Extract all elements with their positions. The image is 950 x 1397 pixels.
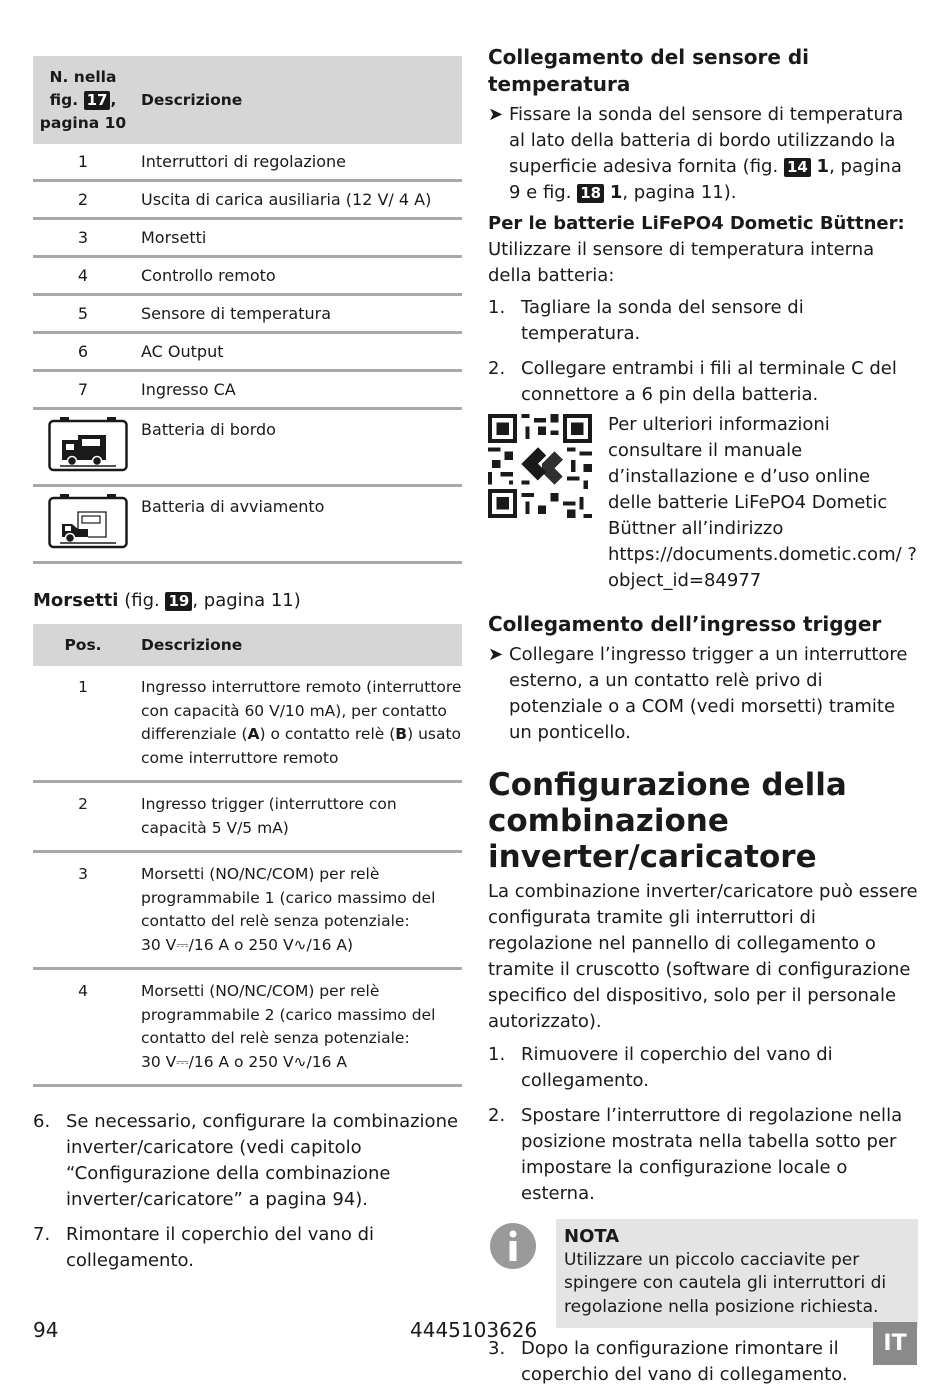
row-description	[133, 970, 462, 1084]
step-text: Tagliare la sonda del sensore di temperatura.	[521, 297, 804, 344]
note-text: Utilizzare un piccolo cacciavite per spingere con cautela gli interruttori di regolazione nella posizione richiesta.	[564, 1249, 887, 1317]
qr-code-icon[interactable]	[488, 414, 592, 518]
list-item	[488, 1103, 918, 1207]
header-description: Descrizione	[141, 91, 243, 109]
row-number: 4	[78, 982, 88, 1000]
arrow-bullet-icon: ➤	[488, 644, 504, 665]
row-number: 1	[77, 152, 89, 171]
row-description: Morsetti	[141, 228, 207, 247]
morsetti-title-post: , pagina 11)	[192, 590, 301, 611]
list-item	[33, 1222, 462, 1274]
text-part: Fissare la sonda del sensore di temperatura al lato della batteria di bordo utilizzando la superficie adesiva fornita (fig.	[509, 104, 904, 177]
row-number: 7	[77, 380, 89, 399]
desc-part: Ingresso interruttore remoto (interruttore con capacità 60 V/10 mA), per contatto differenziale (	[141, 678, 462, 743]
header-fig-label: fig.	[49, 90, 79, 109]
step-text: Collegare l’ingresso trigger a un interruttore esterno, a un contatto relè privo di potenziale o a COM (vedi morsetti) tramite un ponticello.	[509, 644, 908, 743]
step-number: 2.	[488, 358, 506, 379]
config-intro: La combinazione inverter/caricatore può essere configurata tramite gli interruttori di regolazione nel pannello di collegamento o tramite il cruscotto (software di configurazione specifico del dispositivo, solo per il personale autorizzato).	[488, 881, 918, 1032]
list-item	[488, 295, 918, 347]
row-number: 6	[77, 342, 89, 361]
list-item	[33, 1109, 462, 1213]
qr-info-block	[488, 412, 918, 594]
table-header	[33, 56, 462, 144]
desc-rating: 30 V⎓/16 A o 250 V∿/16 A	[141, 1052, 348, 1071]
temp-sensor-step	[488, 102, 918, 206]
desc-part: Morsetti (NO/NC/COM) per relè programmabile 1 (carico massimo del contatto del relè senza potenziale:	[141, 865, 436, 930]
terminals-table	[33, 624, 462, 1087]
note-title: NOTA	[564, 1226, 620, 1247]
language-tab: IT	[873, 1322, 917, 1365]
note-box	[488, 1219, 918, 1328]
row-description: Uscita di carica ausiliaria (12 V/ 4 A)	[141, 190, 432, 209]
note-content	[556, 1219, 918, 1328]
left-column	[33, 56, 462, 1283]
temp-sensor-steps	[488, 295, 918, 408]
fig-badge: 19	[165, 592, 192, 611]
step-text: Se necessario, configurare la combinazione inverter/caricatore (vedi capitolo “Configurazione della combinazione inverter/caricatore” a pagina 94).	[66, 1111, 459, 1210]
row-number: 2	[77, 190, 89, 209]
header-number-line2	[33, 89, 133, 112]
row-description: Interruttori di regolazione	[141, 152, 347, 171]
onboard-battery-icon	[48, 416, 128, 472]
desc-rating: 30 V⎓/16 A o 250 V∿/16 A)	[141, 935, 354, 954]
config-steps	[488, 1042, 918, 1207]
table-row	[33, 410, 462, 487]
list-item	[488, 1042, 918, 1094]
row-description	[133, 853, 462, 967]
desc-bold: A	[247, 725, 260, 743]
desc-part: Morsetti (NO/NC/COM) per relè programmabile 2 (carico massimo del contatto del relè senza potenziale:	[141, 982, 436, 1047]
row-icon-cell	[33, 487, 133, 553]
row-icon-cell	[33, 410, 133, 476]
row-number: 1	[78, 678, 88, 696]
row-description: Batteria di avviamento	[141, 497, 325, 516]
morsetti-title-bold: Morsetti	[33, 590, 119, 611]
lifepo-text: Utilizzare il sensore di temperatura interna della batteria:	[488, 239, 875, 286]
desc-bold: B	[395, 725, 408, 743]
table-row	[33, 372, 462, 410]
table-row	[33, 182, 462, 220]
starter-battery-icon	[48, 493, 128, 549]
row-number: 3	[78, 865, 88, 883]
table-row	[33, 296, 462, 334]
row-description: Ingresso trigger (interruttore con capacità 5 V/5 mA)	[141, 795, 397, 837]
step-number: 2.	[488, 1105, 506, 1126]
header-description: Descrizione	[141, 636, 243, 654]
left-steps-list	[33, 1109, 462, 1274]
morsetti-heading	[33, 590, 462, 611]
list-item	[488, 356, 918, 408]
row-description: Ingresso CA	[141, 380, 236, 399]
step-number: 7.	[33, 1224, 51, 1245]
arrow-bullet-icon: ➤	[488, 104, 504, 125]
row-description	[133, 666, 462, 780]
lifepo-paragraph	[488, 211, 918, 289]
lifepo-bold: Per le batterie LiFePO4 Dometic Büttner:	[488, 213, 905, 234]
table-row	[33, 220, 462, 258]
list-item	[488, 1336, 918, 1388]
table-row	[33, 853, 462, 970]
info-icon	[490, 1223, 536, 1269]
row-number: 5	[77, 304, 89, 323]
desc-part: ) o contatto relè (	[259, 725, 396, 743]
table-header	[33, 624, 462, 666]
step-text: Collegare entrambi i fili al terminale C del connettore a 6 pin della batteria.	[521, 358, 897, 405]
text-bold: 1	[816, 156, 830, 177]
qr-info-text: Per ulteriori informazioni consultare il manuale d’installazione e d’uso online delle batterie LiFePO4 Dometic Büttner all’indirizzo https://documents.dometic.com/ ?object_id=84977	[608, 414, 917, 591]
fig-badge: 17	[84, 91, 111, 110]
step-number: 6.	[33, 1111, 51, 1132]
step-text: Dopo la configurazione rimontare il coperchio del vano di collegamento.	[521, 1338, 848, 1385]
text-part: , pagina 11).	[622, 182, 737, 203]
components-table	[33, 56, 462, 564]
step-number: 1.	[488, 297, 506, 318]
config-final-step	[488, 1336, 918, 1388]
fig-badge: 14	[784, 158, 811, 177]
table-row	[33, 970, 462, 1087]
step-text: Spostare l’interruttore di regolazione nella posizione mostrata nella tabella sotto per impostare la configurazione locale o esterna.	[521, 1105, 903, 1204]
row-description: AC Output	[141, 342, 224, 361]
step-number: 1.	[488, 1044, 506, 1065]
config-heading: Configurazione della combinazione inverter/caricatore	[488, 767, 847, 875]
row-description: Sensore di temperatura	[141, 304, 331, 323]
trigger-heading: Collegamento dell’ingresso trigger	[488, 612, 882, 636]
page-number: 94	[33, 1318, 59, 1342]
row-number: 4	[77, 266, 89, 285]
header-number	[33, 66, 133, 135]
table-row	[33, 258, 462, 296]
header-pos: Pos.	[64, 636, 102, 654]
row-number: 3	[77, 228, 89, 247]
right-column	[488, 44, 918, 1397]
table-row	[33, 487, 462, 564]
morsetti-title-pre: (fig.	[124, 590, 160, 611]
row-number: 2	[78, 795, 88, 813]
temp-sensor-heading: Collegamento del sensore di temperatura	[488, 45, 810, 96]
row-description: Controllo remoto	[141, 266, 276, 285]
header-comma: ,	[110, 90, 117, 109]
table-row	[33, 334, 462, 372]
document-code: 4445103626	[410, 1318, 538, 1342]
step-text: Rimuovere il coperchio del vano di collegamento.	[521, 1044, 833, 1091]
text-part: , pagina 9 e fig.	[509, 156, 902, 203]
desc-part: ) usato come interruttore remoto	[141, 725, 462, 767]
table-row	[33, 783, 462, 853]
header-number-line1: N. nella	[49, 67, 117, 86]
step-text: Rimontare il coperchio del vano di collegamento.	[66, 1224, 375, 1271]
trigger-step	[488, 642, 918, 746]
step-text	[509, 102, 918, 206]
table-row	[33, 144, 462, 182]
fig-badge: 18	[577, 184, 604, 203]
header-number-line3: pagina 10	[39, 113, 127, 132]
step-number: 3.	[488, 1338, 506, 1359]
row-description: Batteria di bordo	[141, 420, 276, 439]
table-row	[33, 666, 462, 783]
text-bold: 1	[609, 182, 623, 203]
